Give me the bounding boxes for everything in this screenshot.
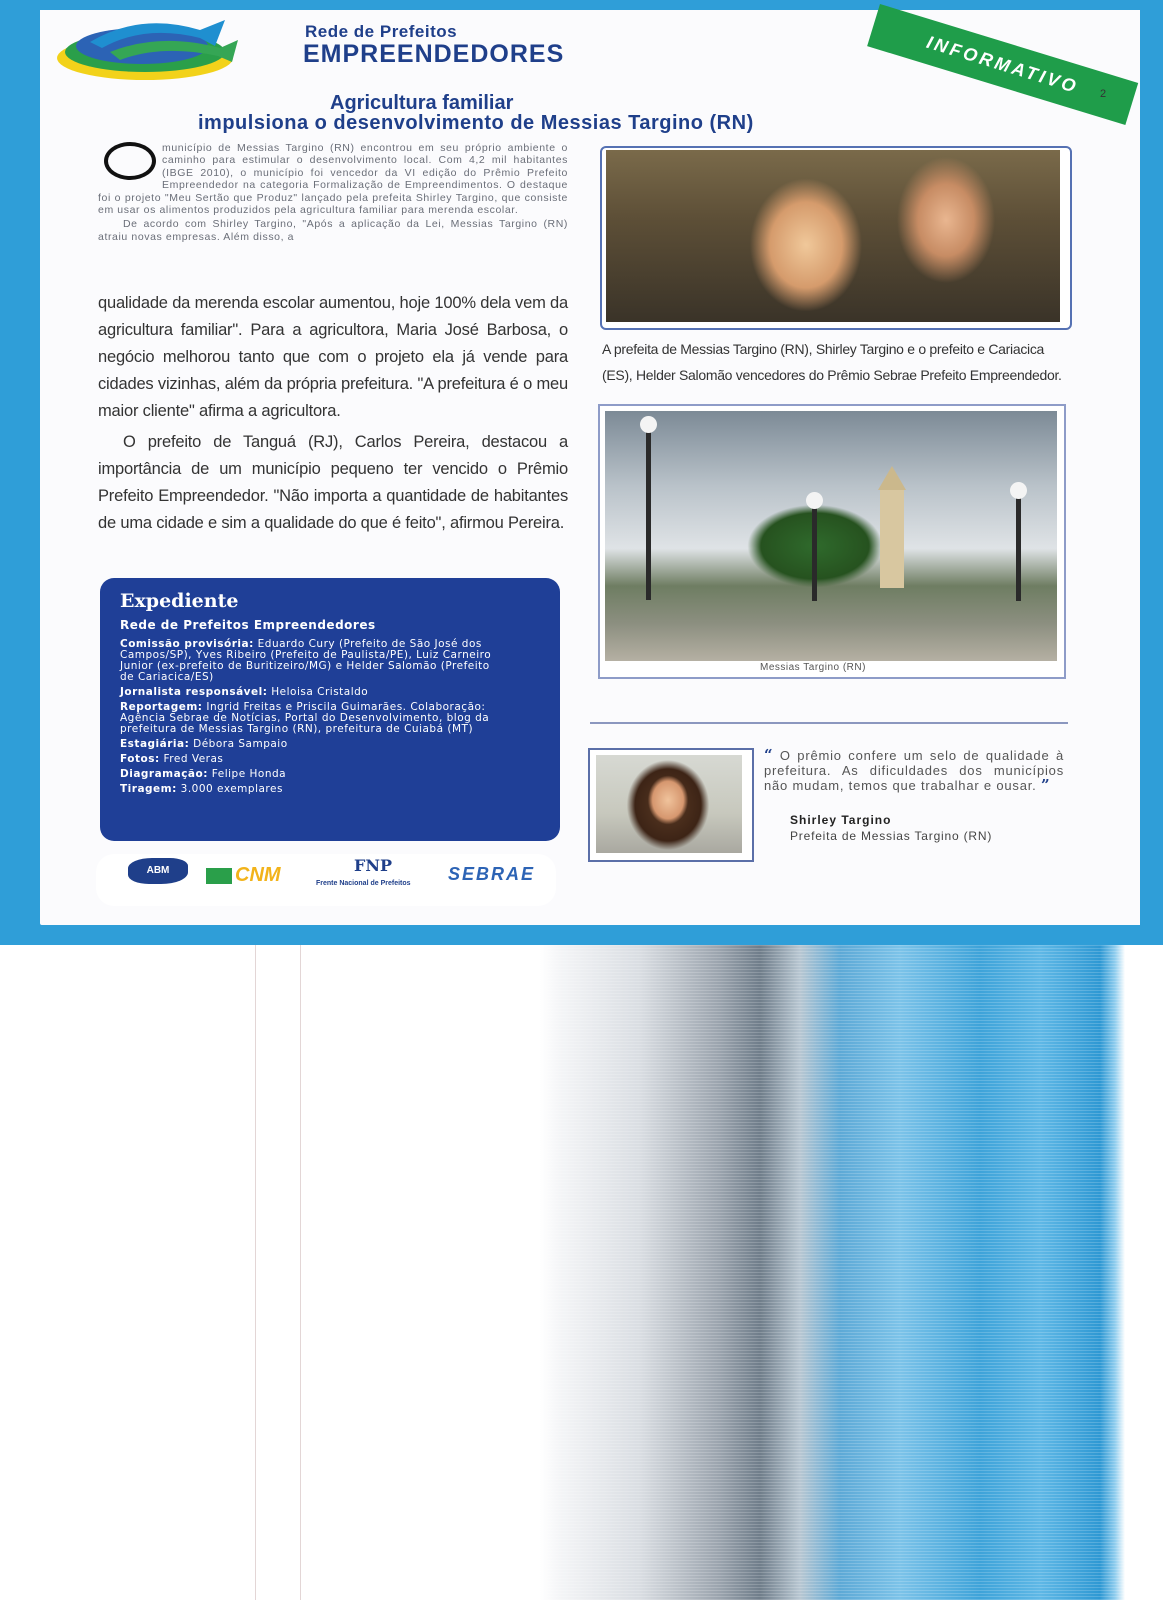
expediente-credits	[120, 635, 505, 795]
street-lamp	[812, 506, 817, 601]
scan-line	[255, 945, 256, 1600]
cnm-logo: CNM	[206, 864, 281, 887]
shirley-portrait	[596, 755, 742, 853]
fnp-logo: FNP	[354, 856, 393, 875]
dropcap-o	[104, 142, 156, 180]
section-divider	[590, 722, 1068, 724]
article-para2: qualidade da merenda escolar aumentou, hoje 100% dela vem da agricultura familiar". Para a agricultora, Maria José Barbosa, o negócio melhorou tanto que com o projeto ela já vende para cidades vizinhas, além da própria prefeitura. "A prefeitura é o meu maior cliente" afirma a agricultora.	[98, 294, 568, 420]
quote-text: O prêmio confere um selo de qualidade à prefeitura. As dificuldades dos municípios não mudam, temos que trabalhar e ousar.	[764, 748, 1064, 793]
award-photo	[606, 150, 1060, 322]
sebrae-logo: SEBRAE	[448, 864, 536, 884]
credit-row: Fotos: Fred Veras	[120, 753, 224, 765]
brand-top-text: Rede de Prefeitos	[305, 22, 458, 41]
credit-row: Tiragem: 3.000 exemplares	[120, 783, 283, 795]
expediente-box	[100, 578, 560, 841]
article-para2-faint: De acordo com Shirley Targino, "Após a aplicação da Lei, Messias Targino (RN) atraiu novas empresas. Além disso, a	[98, 218, 568, 243]
credit-row: Jornalista responsável: Heloisa Cristaldo	[120, 686, 369, 698]
article-body	[98, 290, 568, 537]
informativo-ribbon: INFORMATIVO	[867, 4, 1138, 125]
credit-row: Comissão provisória: Eduardo Cury (Prefeito de São José dos Campos/SP), Yves Ribeiro (Prefeito de Paulista/PE), Luiz Carneiro Junior (ex-prefeito de Buritizeiro/MG) e Helder Salomão (Prefeito de Cariacica/ES)	[120, 638, 492, 683]
close-quote-mark: ”	[1041, 776, 1051, 794]
photo1-caption: A prefeita de Messias Targino (RN), Shirley Targino e o prefeito e Cariacica (ES), Helder Salomão vencedores do Prêmio Sebrae Prefeito Empreendedor.	[602, 341, 1062, 383]
article-para3: O prefeito de Tanguá (RJ), Carlos Pereira, destacou a importância de um município pequeno ter vencido o Prêmio Prefeito Empreendedor. "Não importa a quantidade de habitantes de uma cidade e sim a qualidade do que é feito", afirmou Pereira.	[98, 433, 568, 532]
credit-row: Reportagem: Ingrid Freitas e Priscila Guimarães. Colaboração: Agência Sebrae de Notícias, Portal do Desenvolvimento, blog da prefeitura de Messias Targino (RN), prefeitura de Cuiabá (MT)	[120, 701, 490, 735]
scan-artifact-area	[0, 945, 1163, 1600]
quote-block	[764, 748, 1064, 794]
street-lamp	[646, 430, 651, 600]
street-lamp	[1016, 496, 1021, 601]
network-logo	[50, 12, 250, 84]
quote-role: Prefeita de Messias Targino (RN)	[790, 829, 993, 843]
photo2-caption: Messias Targino (RN)	[760, 662, 866, 673]
brand-main-text: EMPREENDEDORES	[303, 40, 565, 68]
article-intro: município de Messias Targino (RN) encontrou em seu próprio ambiente o caminho para estimular o desenvolvimento local. Com 4,2 mil habitantes (IBGE 2010), o município foi vencedor da VI edição do Prêmio Prefeito Empreendedor na categoria Formalização de Empreendimentos. O destaque foi o projeto "Meu Sertão que Produz" lançado pela prefeita Shirley Targino, que consiste em usar os alimentos produzidos pela agricultura familiar para merenda escolar.	[98, 142, 568, 217]
church-tower	[880, 488, 904, 588]
open-quote-mark: “	[764, 746, 774, 764]
article-title-line1: Agricultura familiar	[330, 92, 514, 114]
article-intro-block	[98, 142, 568, 243]
article-title-line2: impulsiona o desenvolvimento de Messias Targino (RN)	[198, 112, 754, 134]
page-number: 2	[1100, 88, 1107, 100]
credit-row: Estagiária: Débora Sampaio	[120, 738, 288, 750]
credit-row: Diagramação: Felipe Honda	[120, 768, 287, 780]
town-square-photo	[605, 411, 1057, 661]
quote-author: Shirley Targino	[790, 813, 892, 827]
expediente-subtitle: Rede de Prefeitos Empreendedores	[120, 618, 376, 632]
expediente-title: Expediente	[120, 590, 239, 612]
partner-logos	[96, 854, 556, 906]
abm-logo: ABM	[128, 858, 188, 884]
fnp-subtitle: Frente Nacional de Prefeitos	[316, 880, 411, 887]
scan-line	[300, 945, 301, 1600]
